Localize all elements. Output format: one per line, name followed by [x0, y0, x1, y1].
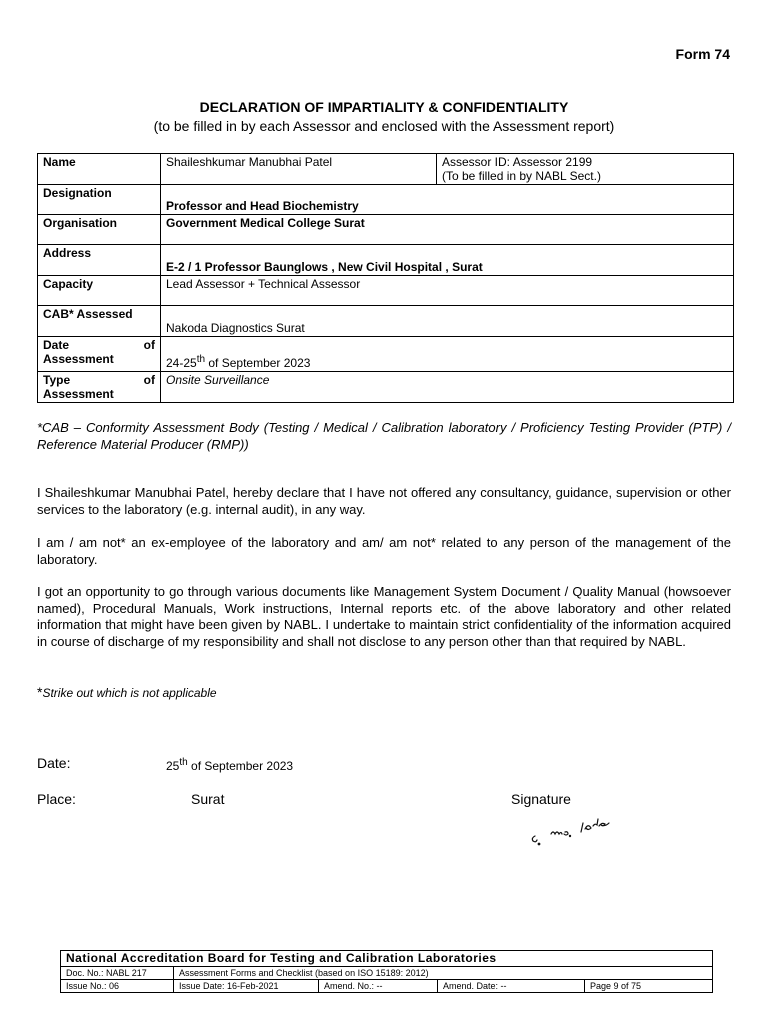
signoff-date-label: Date:: [37, 755, 71, 771]
date-range: 24-25: [166, 356, 197, 370]
cab-label: CAB* Assessed: [38, 306, 161, 337]
footer-table: [60, 950, 713, 993]
footer-issue-date: Issue Date: 16-Feb-2021: [174, 980, 319, 993]
signature-scribble: [525, 812, 620, 852]
declaration-paragraph-1: I Shaileshkumar Manubhai Patel, hereby declare that I have not offered any consultancy, guidance, supervision or other services to the laboratory (e.g. internal audit), in any way.: [37, 485, 731, 517]
date-suffix-sup: th: [196, 354, 206, 365]
footer-doc-title: Assessment Forms and Checklist (based on ISO 15189: 2012): [174, 967, 713, 980]
organisation-value: Government Medical College Surat: [161, 215, 734, 245]
page-title: DECLARATION OF IMPARTIALITY & CONFIDENTIALITY: [199, 99, 569, 115]
footer-issue-no: Issue No.: 06: [61, 980, 174, 993]
declaration-paragraph-2: I am / am not* an ex-employee of the laboratory and am/ am not* related to any person of the management of the laboratory.: [37, 535, 731, 567]
date-of-assessment-value: [161, 337, 734, 372]
signoff-date-day: 25: [166, 759, 180, 773]
date-of-assessment-label: [38, 337, 161, 372]
assessor-id-note: (To be filled in by NABL Sect.): [442, 169, 601, 183]
signoff-date-value: [166, 757, 293, 773]
signoff-date-sup: th: [179, 757, 188, 768]
designation-value: Professor and Head Biochemistry: [161, 185, 734, 215]
signoff-place-value: Surat: [191, 791, 225, 807]
capacity-value: Lead Assessor + Technical Assessor: [161, 276, 734, 306]
date-label-word: Date: [43, 338, 70, 352]
page-subtitle: (to be filled in by each Assessor and enclosed with the Assessment report): [153, 118, 615, 134]
signature-label: Signature: [511, 791, 571, 807]
declaration-paragraph-3: I got an opportunity to go through various documents like Management System Document / Quality Manual (howsoever named), Procedural Manuals, Work instructions, Internal reports etc. of the above laboratory and other related information that might have been given by NABL. I undertake to maintain strict confidentiality of the information acquired in course of discharge of my responsibility and shall not disclose to any person other than that required by NABL.: [37, 584, 731, 649]
signoff-date-month-year: of September 2023: [187, 759, 294, 773]
assessor-info-table: [37, 153, 734, 403]
footer-amend-no: Amend. No.: --: [319, 980, 438, 993]
capacity-label: Capacity: [38, 276, 161, 306]
strike-out-note: [37, 684, 217, 700]
name-value: Shaileshkumar Manubhai Patel: [161, 154, 437, 185]
signoff-place-label: Place:: [37, 791, 76, 807]
strike-note-star: *: [37, 684, 43, 700]
footer-amend-date: Amend. Date: --: [438, 980, 585, 993]
footer-doc-no: Doc. No.: NABL 217: [61, 967, 174, 980]
assessor-id-cell: [437, 154, 734, 185]
name-label: Name: [38, 154, 161, 185]
address-value: E-2 / 1 Professor Baunglows , New Civil Hospital , Surat: [161, 245, 734, 276]
type-label-assessment: Assessment: [43, 387, 114, 401]
footer-page-number: Page 9 of 75: [585, 980, 713, 993]
strike-note-text: Strike out which is not applicable: [42, 686, 217, 700]
type-of-assessment-value: Onsite Surveillance: [161, 372, 734, 403]
footer-org-name: National Accreditation Board for Testing and Calibration Laboratories: [61, 951, 713, 967]
organisation-label: Organisation: [38, 215, 161, 245]
form-number: Form 74: [675, 46, 730, 62]
date-label-of: of: [143, 338, 155, 352]
cab-definition-note: *CAB – Conformity Assessment Body (Testing / Medical / Calibration laboratory / Proficiency Testing Provider (PTP) / Reference Material Producer (RMP)): [37, 420, 731, 452]
type-of-assessment-label: [38, 372, 161, 403]
cab-value: Nakoda Diagnostics Surat: [161, 306, 734, 337]
date-label-assessment: Assessment: [43, 352, 114, 366]
handwritten-signature: [525, 812, 620, 857]
assessor-id: Assessor ID: Assessor 2199: [442, 155, 593, 169]
type-label-word: Type: [43, 373, 71, 387]
address-label: Address: [38, 245, 161, 276]
type-label-of: of: [143, 373, 155, 387]
date-month-year: of September 2023: [205, 356, 311, 370]
designation-label: Designation: [38, 185, 161, 215]
